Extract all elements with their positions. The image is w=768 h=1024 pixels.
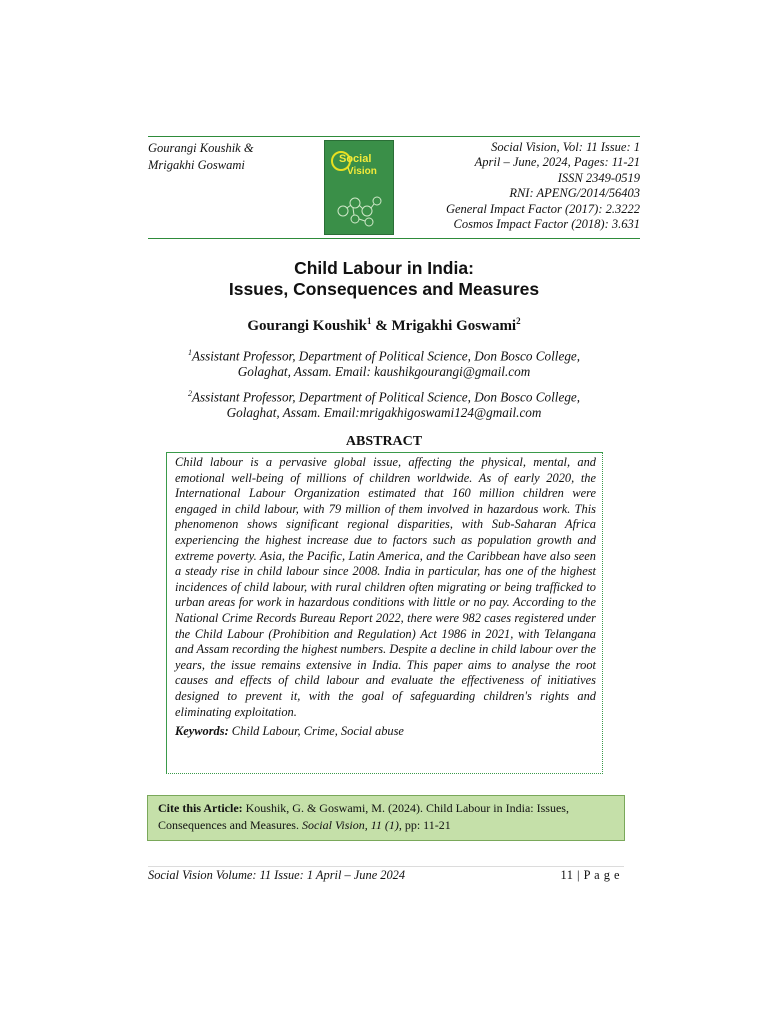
logo-text-line2: Vision (347, 166, 377, 177)
logo-text-line1: Social (339, 153, 372, 165)
author-connector: & (371, 318, 392, 334)
author2-sup: 2 (516, 316, 521, 326)
affil2-sup: 2 (187, 389, 192, 398)
abstract-heading: ABSTRACT (345, 434, 423, 449)
journal-general-impact: General Impact Factor (2017): 2.3222 (445, 201, 640, 216)
header-authors-line1: Gourangi Koushik & (148, 141, 254, 155)
affil1-line2: Golaghat, Assam. Email: kaushikgourangi@gmail.com (237, 364, 531, 380)
keywords (175, 724, 596, 739)
header-authors (148, 140, 298, 174)
logo-network-icon (333, 189, 387, 229)
abstract-box (166, 452, 603, 774)
title-line1: Child Labour in India: (294, 258, 474, 278)
keywords-label: Keywords: (175, 724, 229, 739)
journal-issn: ISSN 2349-0519 (557, 170, 640, 185)
author1-sup: 1 (367, 316, 372, 326)
citation-pages: pp: 11-21 (401, 818, 451, 832)
citation-journal: Social Vision, 11 (1), (301, 818, 402, 832)
journal-date-pages: April – June, 2024, Pages: 11-21 (474, 155, 640, 170)
header-authors-line2: Mrigakhi Goswami (148, 158, 245, 172)
affil1-line1: Assistant Professor, Department of Political Science, Don Bosco College, (191, 348, 581, 364)
journal-header (148, 138, 640, 238)
citation-text: Koushik, G. & Goswami, M. (2024). Child Labour in India: Issues, Consequences and Measures. (158, 801, 569, 832)
journal-meta (400, 140, 640, 232)
abstract-text: Child labour is a pervasive global issue, affecting the physical, mental, and emotional well-being of millions of children worldwide. As of early 2020, the International Labour Organization estimated that 160 million children were engaged in child labour, with 79 million of them involved in hazardous work. This phenomenon shows significant regional disparities, with Sub-Saharan Africa experiencing the highest increase due to factors such as population growth and extreme poverty. Asia, the Pacific, Latin America, and the Caribbean have also seen a steady rise in child labour since 2008. India in particular, has one of the highest incidences of child labour, with rural children often migrating or being trafficked to urban areas for work in hazardous conditions with little or no pay. According to the National Crime Records Bureau Report 2022, there were 982 cases registered under the Child Labour (Prohibition and Regulation) Act 1986 in 2021, with Telangana and Assam recording the highest numbers. Despite a decline in child labour over the years, the issue remains extensive in India. This paper aims to analyse the root causes and effects of child labour and evaluate the effectiveness of initiatives designed to prevent it, with the goal of safeguarding children's rights and eliminating exploitation. (175, 455, 596, 719)
affiliation-2 (145, 386, 623, 421)
affil1-sup: 1 (187, 348, 192, 357)
journal-cosmos-impact: Cosmos Impact Factor (2018): 3.631 (453, 217, 640, 232)
header-top-rule (148, 136, 640, 137)
title-line2: Issues, Consequences and Measures (228, 279, 540, 299)
footer-rule (148, 866, 624, 867)
citation-label: Cite this Article: (158, 801, 243, 815)
header-bottom-rule (148, 238, 640, 239)
footer-journal-info: Social Vision Volume: 11 Issue: 1 April – June 2024 (148, 868, 406, 882)
affil2-line1: Assistant Professor, Department of Political Science, Don Bosco College, (191, 389, 581, 405)
journal-logo (324, 140, 394, 235)
journal-volume: Social Vision, Vol: 11 Issue: 1 (491, 140, 640, 154)
journal-rni: RNI: APENG/2014/56403 (509, 186, 640, 201)
footer-page-number: 11 | P a g e (560, 868, 620, 882)
article-title (148, 258, 620, 300)
affiliation-1 (145, 345, 623, 380)
affil2-line2: Golaghat, Assam. Email:mrigakhigoswami124@gmail.com (226, 405, 542, 421)
author-byline (148, 316, 620, 335)
citation-box (147, 795, 625, 841)
author1-name: Gourangi Koushik (247, 318, 368, 334)
keywords-list: Child Labour, Crime, Social abuse (228, 724, 404, 739)
author2-name: Mrigakhi Goswami (391, 318, 517, 334)
